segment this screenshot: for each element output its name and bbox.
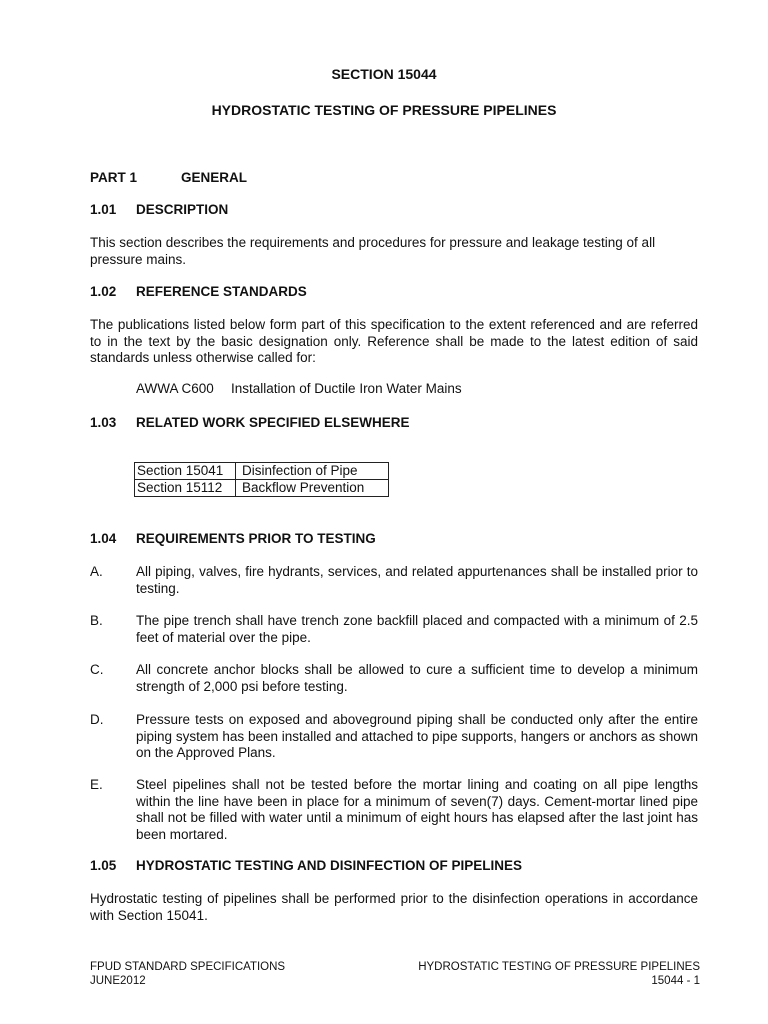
- heading-1-05-number: 1.05: [90, 858, 117, 873]
- heading-1-04: REQUIREMENTS PRIOR TO TESTING: [136, 531, 376, 546]
- heading-1-03-number: 1.03: [90, 415, 117, 430]
- footer-left-title: FPUD STANDARD SPECIFICATIONS: [90, 961, 286, 973]
- list-item-letter: B.: [90, 613, 103, 628]
- hydrostatic-testing-paragraph: Hydrostatic testing of pipelines shall be performed prior to the disinfection operations in accordance with Section 15041.: [90, 891, 698, 923]
- reference-standards-paragraph: The publications listed below form part of this specification to the extent referenced and are referred to in the text by the basic designation only. Reference shall be made to the latest edition of said standards unless otherwise called for:: [90, 317, 698, 365]
- list-item-text: Steel pipelines shall not be tested before the mortar lining and coating on all pipe lengths within the line have been in place for a minimum of seven(7) days. Cement-mortar lined pipe shall not be filled with water until a minimum of eight hours has elapsed after the last joint has been mortared.: [136, 777, 698, 842]
- heading-1-04-number: 1.04: [90, 531, 117, 546]
- standard-title: Installation of Ductile Iron Water Mains: [231, 381, 462, 396]
- table-cell-title: Backflow Prevention: [236, 480, 389, 497]
- heading-1-03: RELATED WORK SPECIFIED ELSEWHERE: [136, 415, 410, 430]
- list-item-letter: D.: [90, 712, 104, 727]
- table-cell-section: Section 15112: [135, 480, 236, 497]
- footer-right-title: HYDROSTATIC TESTING OF PRESSURE PIPELINES: [418, 961, 700, 973]
- section-number: SECTION 15044: [331, 66, 437, 82]
- table-cell-title: Disinfection of Pipe: [236, 463, 389, 480]
- part-name: GENERAL: [181, 170, 248, 185]
- table-cell-section: Section 15041: [135, 463, 236, 480]
- heading-1-01: DESCRIPTION: [136, 202, 229, 217]
- list-item-text: All piping, valves, fire hydrants, services, and related appurtenances shall be installed prior to testing.: [136, 564, 698, 596]
- list-item-letter: C.: [90, 662, 104, 677]
- list-item-letter: E.: [90, 777, 103, 792]
- list-item-letter: A.: [90, 564, 103, 579]
- table-row: [135, 480, 389, 497]
- list-item-text: The pipe trench shall have trench zone backfill placed and compacted with a minimum of 2.5 feet of material over the pipe.: [136, 613, 698, 645]
- list-item-text: Pressure tests on exposed and aboveground piping shall be conducted only after the entire piping system has been installed and attached to pipe supports, hangers or anchors as shown on the Approved Plans.: [136, 712, 698, 760]
- standard-code: AWWA C600: [136, 381, 214, 396]
- description-paragraph: This section describes the requirements and procedures for pressure and leakage testing of all pressure mains.: [90, 235, 656, 267]
- footer-date: JUNE2012: [90, 975, 146, 987]
- related-work-table: [134, 462, 389, 497]
- heading-1-02: REFERENCE STANDARDS: [136, 284, 307, 299]
- heading-1-01-number: 1.01: [90, 202, 117, 217]
- heading-1-02-number: 1.02: [90, 284, 117, 299]
- part-number: PART 1: [90, 170, 138, 185]
- page-title: HYDROSTATIC TESTING OF PRESSURE PIPELINES: [211, 102, 557, 118]
- table-row: [135, 463, 389, 480]
- heading-1-05: HYDROSTATIC TESTING AND DISINFECTION OF PIPELINES: [136, 858, 523, 873]
- list-item-text: All concrete anchor blocks shall be allowed to cure a sufficient time to develop a minimum strength of 2,000 psi before testing.: [136, 662, 698, 694]
- page-number: 15044 - 1: [651, 975, 700, 987]
